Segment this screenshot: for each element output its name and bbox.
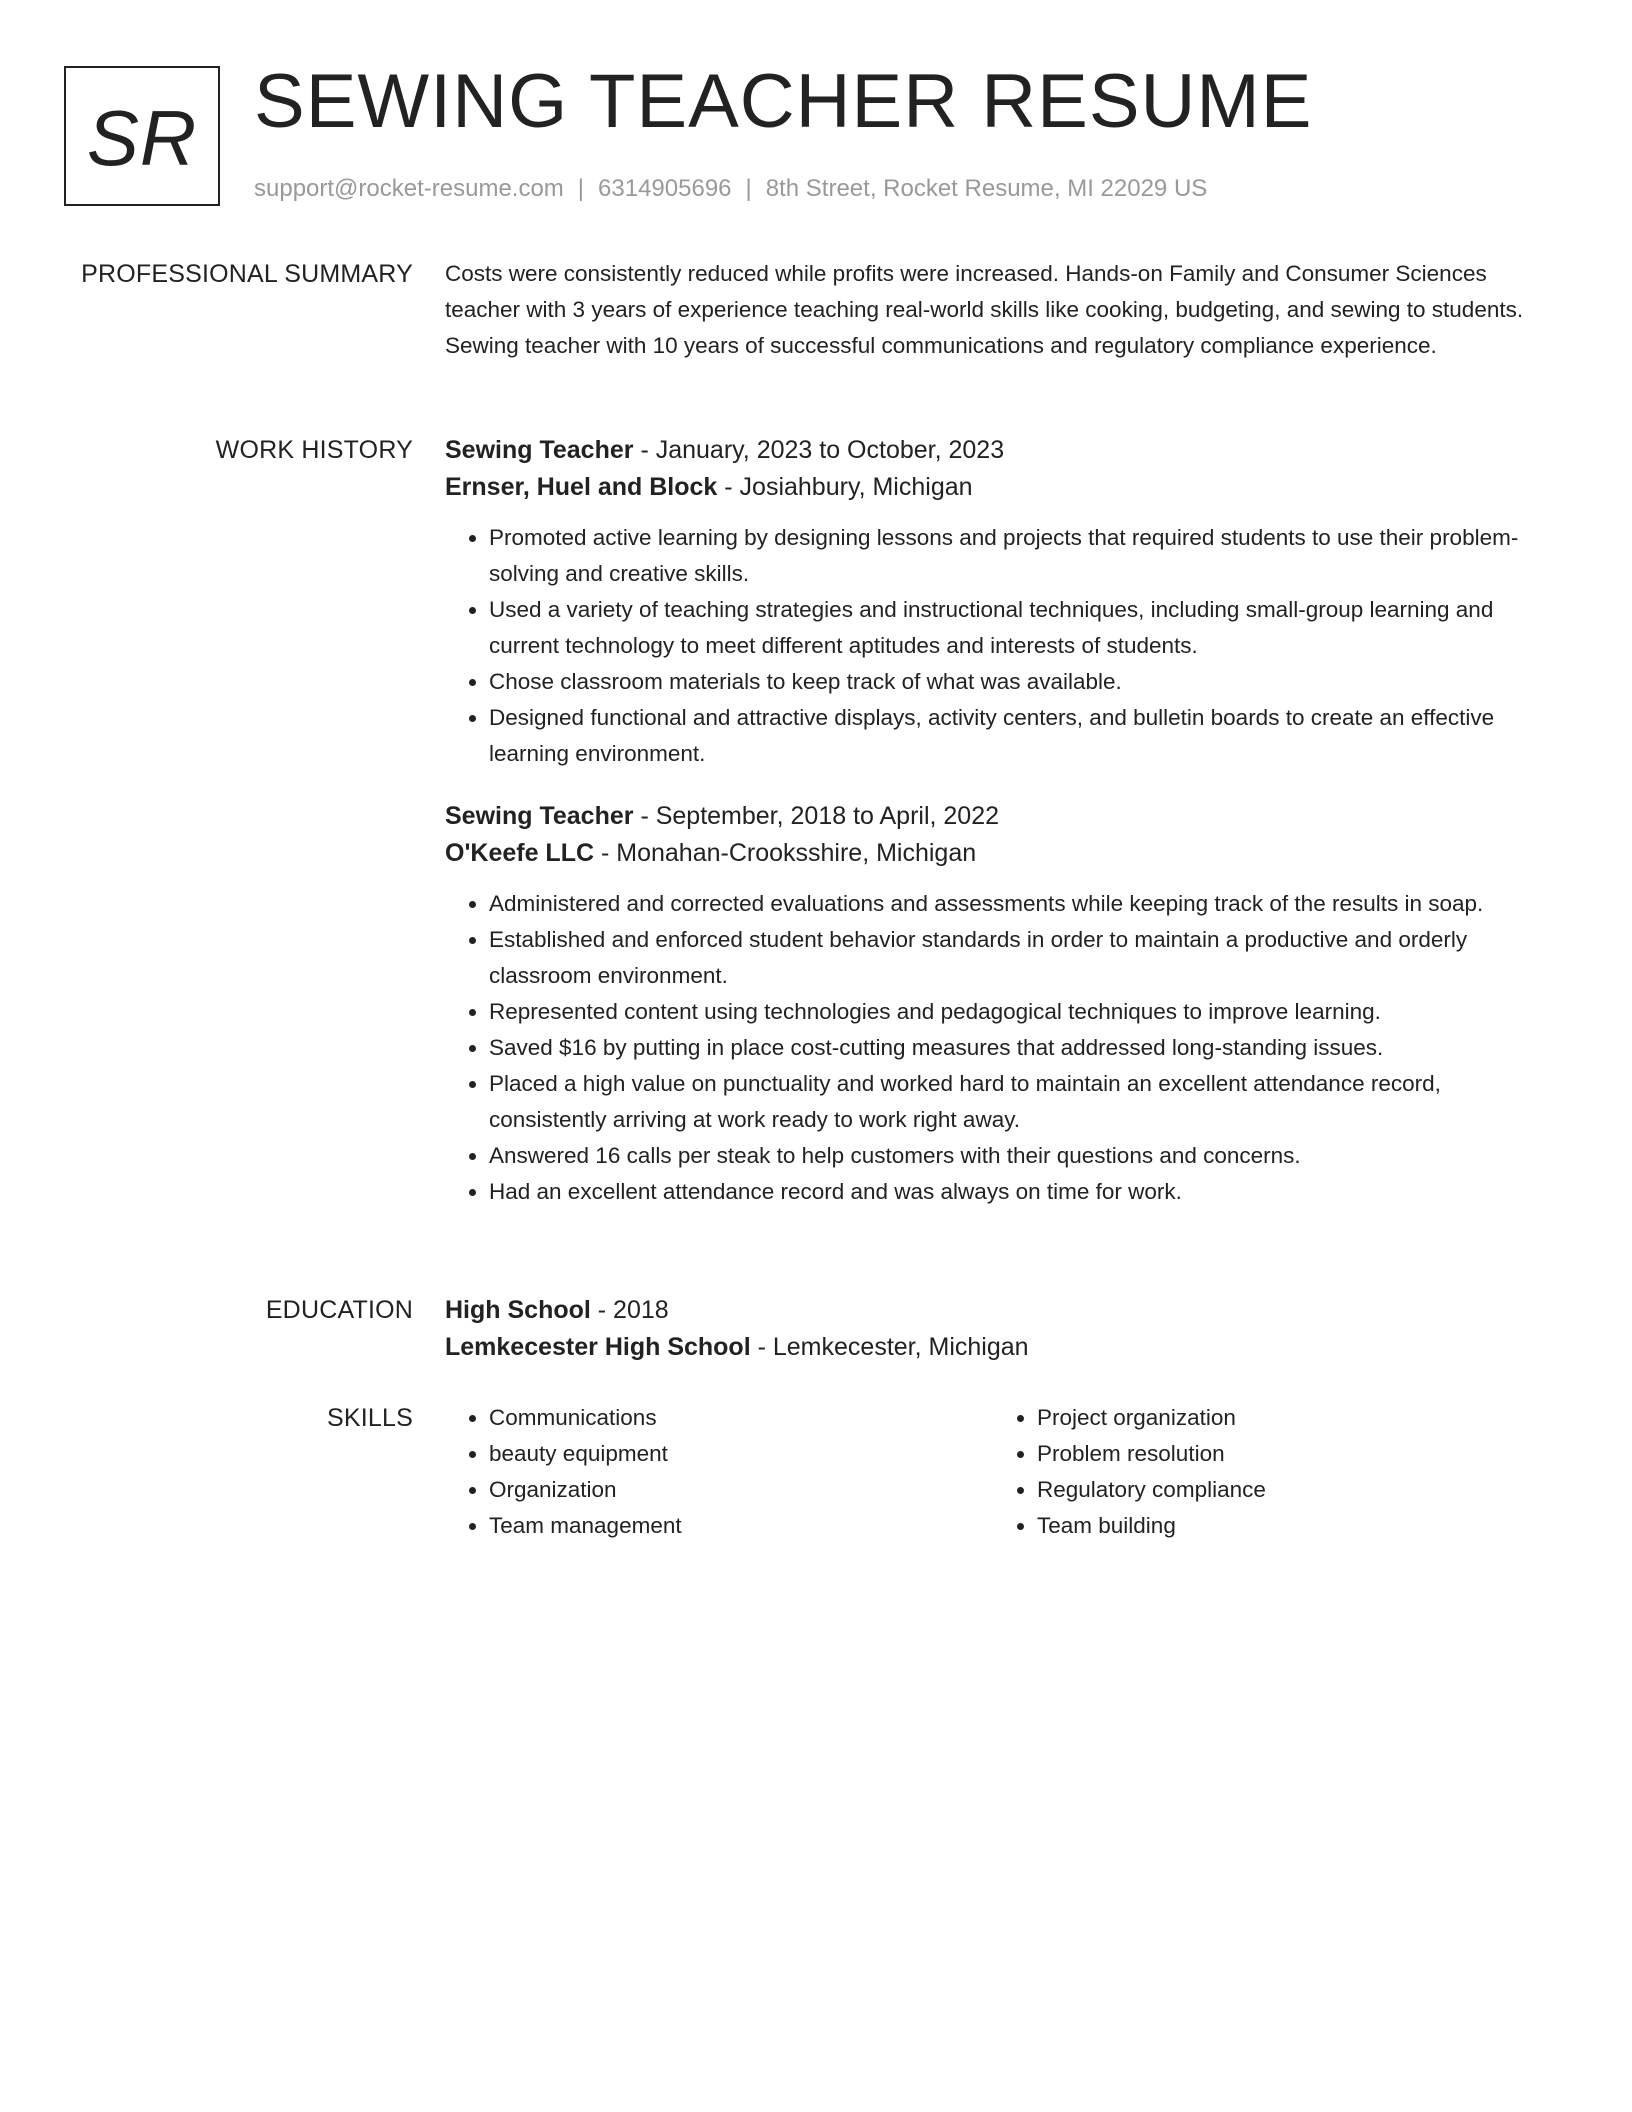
job-company: Ernser, Huel and Block: [445, 473, 718, 501]
skill-item: • Communications: [489, 1400, 993, 1436]
skills-list-left: [445, 1400, 993, 1544]
skills-body: [445, 1400, 1555, 1544]
summary-body: [445, 256, 1555, 364]
job-title: Sewing Teacher: [445, 802, 634, 830]
job-bullet: • Had an excellent attendance record and was always on time for work.: [489, 1174, 1555, 1210]
education-location: - Lemkecester, Michigan: [750, 1333, 1029, 1361]
skills-list-right: [993, 1400, 1541, 1544]
summary-text: Costs were consistently reduced while profits were increased. Hands-on Family and Consumer Sciences teacher with 3 years of experience teaching real-world skills like cooking, budgeting, and sewing to students. Sewing teacher with 10 years of successful communications and regulatory compliance experience.: [445, 261, 1524, 358]
job-bullet: • Promoted active learning by designing lessons and projects that required students to use their problem-solving and creative skills.: [489, 520, 1555, 592]
job-bullets: [445, 520, 1555, 772]
work-history-body: [445, 432, 1555, 1210]
education-degree: High School: [445, 1296, 591, 1324]
job-entry: [445, 798, 1555, 1210]
job-title: Sewing Teacher: [445, 436, 634, 464]
contact-phone[interactable]: 6314905696: [598, 175, 732, 202]
skill-item: • Organization: [489, 1472, 993, 1508]
skill-item: • Project organization: [1037, 1400, 1541, 1436]
job-title-line: [445, 798, 1555, 835]
skills-column-left: [445, 1400, 993, 1544]
section-label-skills: SKILLS: [327, 1404, 413, 1432]
job-bullets: [445, 886, 1555, 1210]
job-dates: - September, 2018 to April, 2022: [633, 802, 1000, 830]
job-dates: - January, 2023 to October, 2023: [633, 436, 1005, 464]
resume-title: SEWING TEACHER RESUME: [254, 59, 1313, 144]
job-location: - Monahan-Crooksshire, Michigan: [594, 839, 977, 867]
job-bullet: • Established and enforced student behavior standards in order to maintain a productive and orderly classroom environment.: [489, 922, 1555, 994]
skill-item: • beauty equipment: [489, 1436, 993, 1472]
education-school: Lemkecester High School: [445, 1333, 751, 1361]
job-entry: [445, 432, 1555, 772]
education-year: - 2018: [590, 1296, 669, 1324]
job-title-line: [445, 432, 1555, 469]
contact-separator: |: [745, 175, 752, 202]
job-bullet: • Saved $16 by putting in place cost-cutting measures that addressed long-standing issues.: [489, 1030, 1555, 1066]
skill-item: • Problem resolution: [1037, 1436, 1541, 1472]
job-company: O'Keefe LLC: [445, 839, 595, 867]
job-company-line: [445, 469, 1555, 506]
job-bullet: • Used a variety of teaching strategies and instructional techniques, including small-group learning and current technology to meet different aptitudes and interests of students.: [489, 592, 1555, 664]
job-company-line: [445, 835, 1555, 872]
job-bullet: • Answered 16 calls per steak to help customers with their questions and concerns.: [489, 1138, 1555, 1174]
section-label-summary: PROFESSIONAL SUMMARY: [81, 260, 413, 288]
education-body: [445, 1292, 1555, 1366]
job-bullet: • Chose classroom materials to keep track of what was available.: [489, 664, 1555, 700]
skill-item: • Team management: [489, 1508, 993, 1544]
job-bullet: • Administered and corrected evaluations and assessments while keeping track of the results in soap.: [489, 886, 1555, 922]
job-bullet: • Designed functional and attractive displays, activity centers, and bulletin boards to create an effective learning environment.: [489, 700, 1555, 772]
contact-address: 8th Street, Rocket Resume, MI 22029 US: [765, 175, 1208, 202]
skill-item: • Regulatory compliance: [1037, 1472, 1541, 1508]
job-bullet: • Represented content using technologies and pedagogical techniques to improve learning.: [489, 994, 1555, 1030]
skills-column-right: [993, 1400, 1541, 1544]
job-bullet: • Placed a high value on punctuality and worked hard to maintain an excellent attendance record, consistently arriving at work ready to work right away.: [489, 1066, 1555, 1138]
section-label-work-history: WORK HISTORY: [215, 436, 413, 464]
contact-line: [254, 172, 1207, 206]
job-location: - Josiahbury, Michigan: [717, 473, 973, 501]
skill-item: • Team building: [1037, 1508, 1541, 1544]
education-degree-line: [445, 1292, 1555, 1329]
contact-email[interactable]: support@rocket-resume.com: [254, 175, 564, 202]
skills-columns: [445, 1400, 1555, 1544]
contact-separator: |: [577, 175, 585, 202]
section-label-education: EDUCATION: [265, 1296, 413, 1324]
education-school-line: [445, 1329, 1555, 1366]
monogram-logo: SR: [64, 66, 220, 206]
